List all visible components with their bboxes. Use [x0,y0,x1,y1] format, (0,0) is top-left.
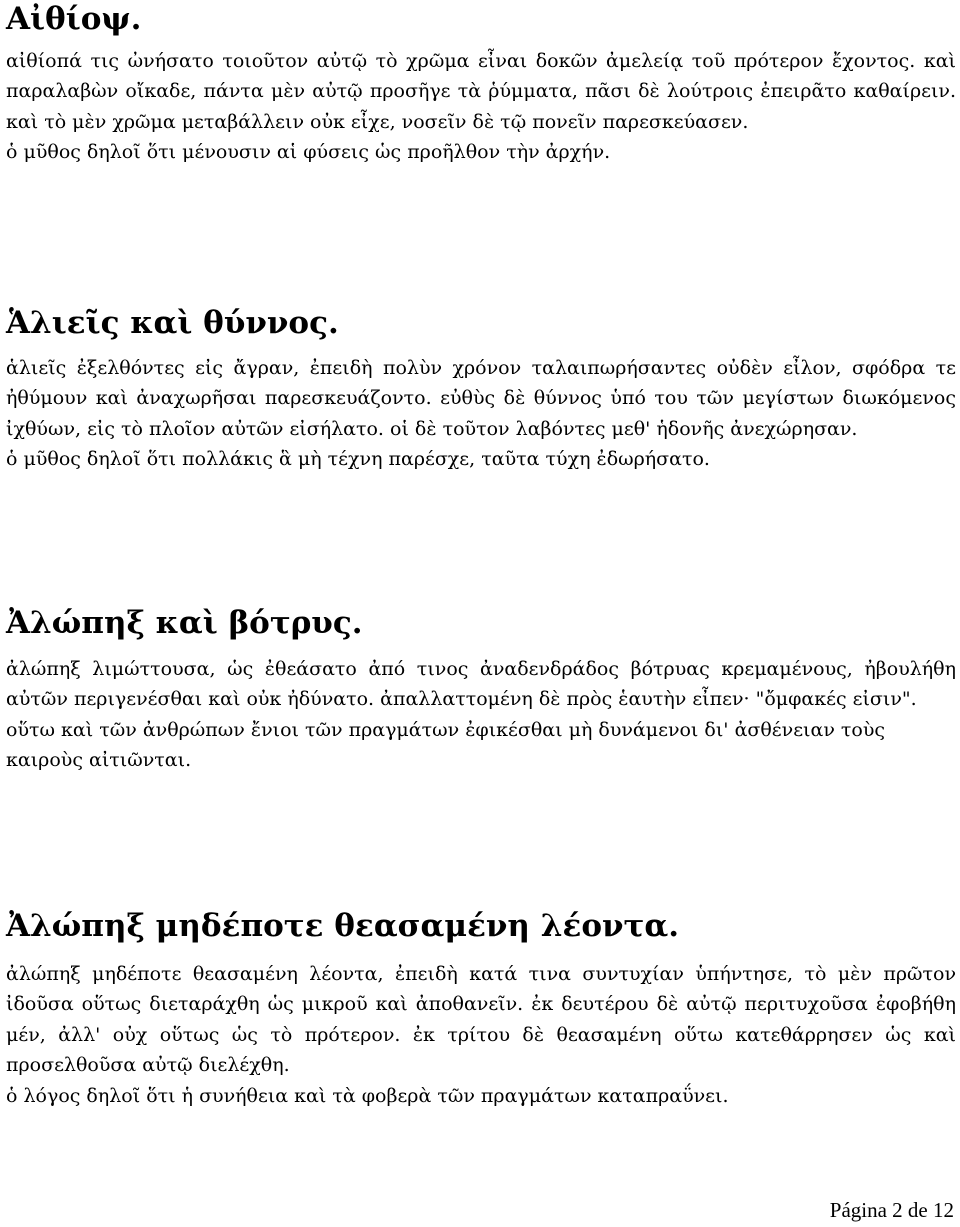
fable-fox-and-grapes [6,605,956,776]
fable-text: ἁλιεῖς ἐξελθόντες εἰς ἄγραν, ἐπειδὴ πολὺν χρόνον ταλαιπωρήσαντες οὐδὲν εἶλον, σφόδρα τε ἠθύμουν καὶ ἀναχωρῆσαι παρεσκευάζοντο. εὐθὺς δὲ θύννος ὑπό του τῶν μεγίστων διωκόμενος ἰχθύων, εἰς τὸ πλοῖον αὐτῶν εἰσήλατο. οἱ δὲ τοῦτον λαβόντες μεθ' ἡδονῆς ἀνεχώρησαν. [6,357,956,440]
fable-body [6,654,956,776]
page-number: Página 2 de 12 [829,1198,954,1222]
fable-text: ἀλώπηξ μηδέποτε θεασαμένη λέοντα, ἐπειδὴ κατά τινα συντυχίαν ὑπήντησε, τὸ μὲν πρῶτον ἰδοῦσα οὕτως διεταράχθη ὡς μικροῦ καὶ ἀποθανεῖν. ἐκ δευτέρου δὲ αὐτῷ περιτυχοῦσα ἐφοβήθη μέν, ἀλλ' οὐχ οὕτως ὡς τὸ πρότερον. ἐκ τρίτου δὲ θεασαμένη οὕτω κατεθάρρησεν ὡς καὶ προσελθοῦσα αὐτῷ διελέχθη. [6,963,956,1077]
fable-text: αἰθίοπά τις ὠνήσατο τοιοῦτον αὐτῷ τὸ χρῶμα εἶναι δοκῶν ἀμελείᾳ τοῦ πρότερον ἔχοντος. καὶ παραλαβὼν οἴκαδε, πάντα μὲν αὐτῷ προσῆγε τὰ ῥύμματα, πᾶσι δὲ λούτροις ἐπειρᾶτο καθαίρειν. καὶ τὸ μὲν χρῶμα μεταβάλλειν οὐκ εἶχε, νοσεῖν δὲ τῷ πονεῖν παρεσκεύασεν. [6,50,956,133]
fable-moral: ὁ μῦθος δηλοῖ ὅτι μένουσιν αἱ φύσεις ὡς προῆλθον τὴν ἀρχήν. [6,141,611,164]
fable-moral: ὁ λόγος δηλοῖ ὅτι ἡ συνήθεια καὶ τὰ φοβερὰ τῶν πραγμάτων καταπραΰνει. [6,1084,729,1107]
fable-moral: οὕτω καὶ τῶν ἀνθρώπων ἔνιοι τῶν πραγμάτων ἐφικέσθαι μὴ δυνάμενοι δι' ἀσθένειαν τοὺς καιροὺς αἰτιῶνται. [6,718,886,772]
fable-body [6,959,956,1111]
fable-title: Ἀλώπηξ καὶ βότρυς. [6,605,363,641]
fable-aithiops [6,1,956,168]
fable-moral: ὁ μῦθος δηλοῖ ὅτι πολλάκις ἃ μὴ τέχνη παρέσχε, ταῦτα τύχη ἐδωρήσατο. [6,448,710,471]
fable-title: Ἁλιεῖς καὶ θύννος. [6,305,339,341]
fable-fishermen-and-tuna [6,305,956,475]
fable-fox-and-lion [6,908,956,1111]
fable-title: Αἰθίοψ. [6,1,142,37]
fable-body [6,353,956,475]
fable-text: ἀλώπηξ λιμώττουσα, ὡς ἐθεάσατο ἀπό τινος ἀναδενδράδος βότρυας κρεμαμένους, ἠβουλήθη αὐτῶν περιγενέσθαι καὶ οὐκ ἠδύνατο. ἀπαλλαττομένη δὲ πρὸς ἑαυτὴν εἶπεν· "ὄμφακές εἰσιν". [6,658,956,711]
fable-title: Ἀλώπηξ μηδέποτε θεασαμένη λέοντα. [6,908,680,944]
fable-body [6,46,956,168]
